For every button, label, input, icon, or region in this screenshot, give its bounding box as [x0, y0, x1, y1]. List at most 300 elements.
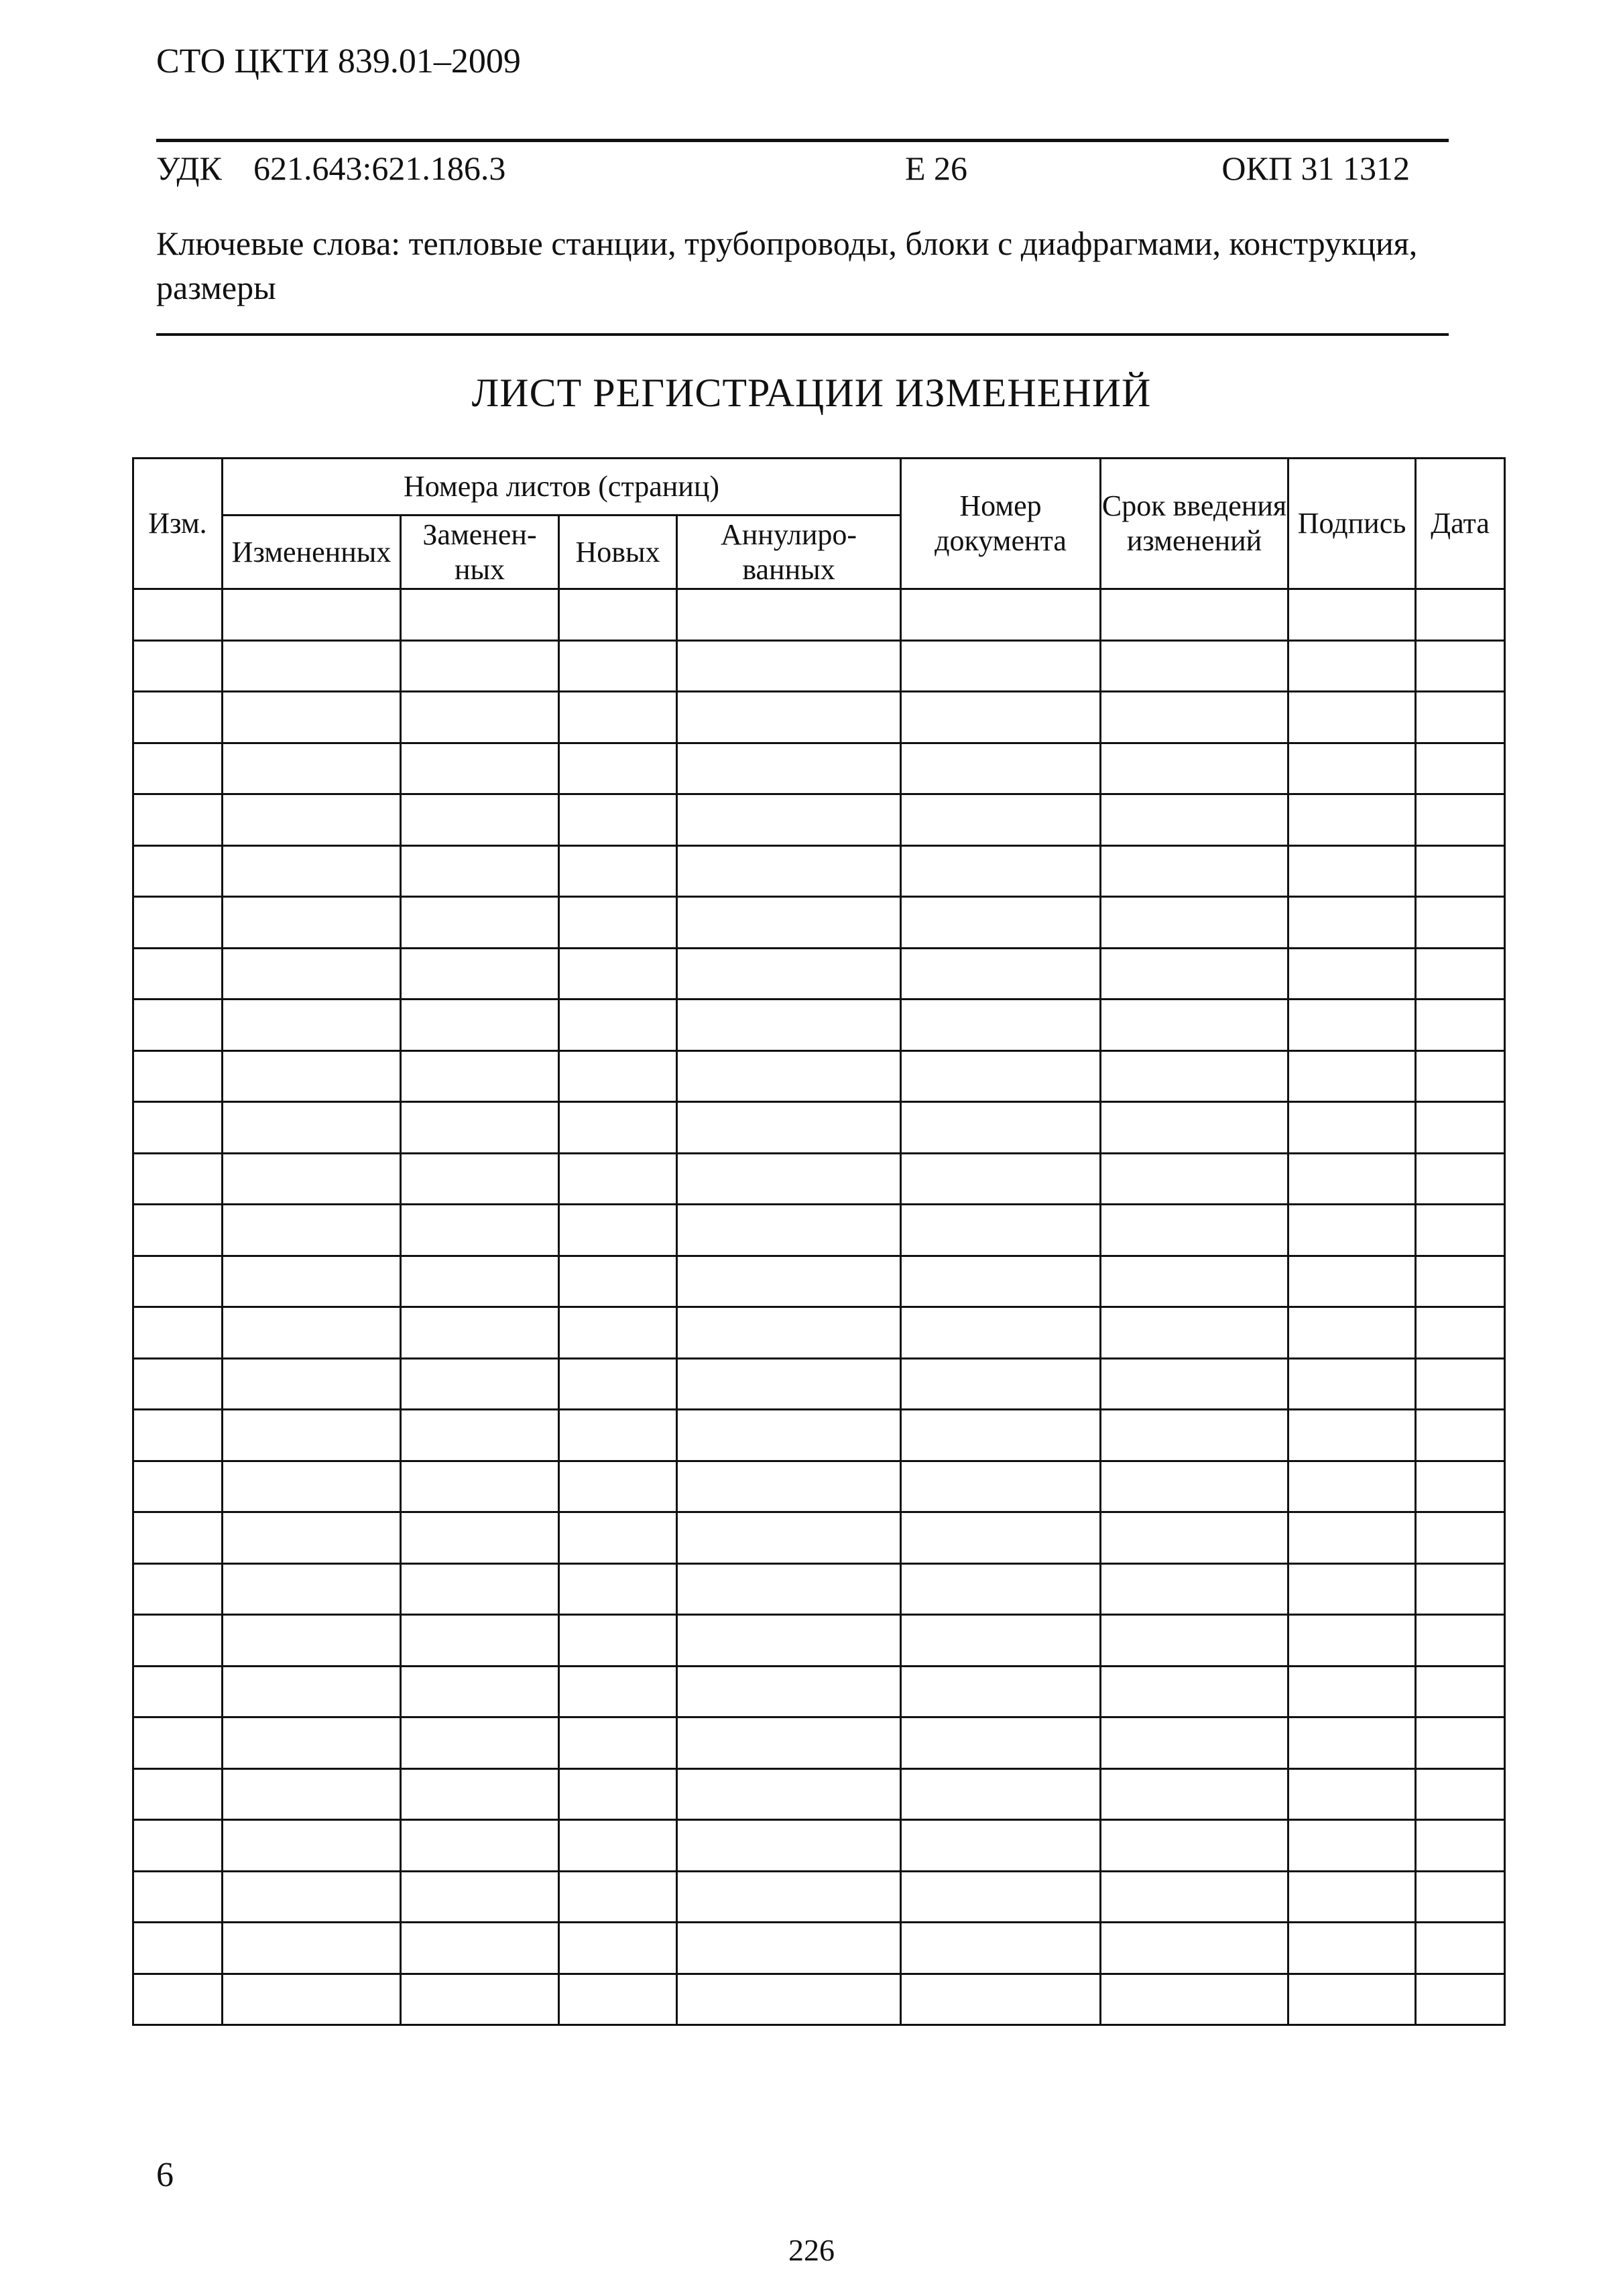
table-cell — [1288, 1410, 1416, 1461]
table-cell — [133, 1307, 223, 1359]
udk-code: 621.643:621.186.3 — [253, 149, 506, 187]
table-cell — [1288, 692, 1416, 743]
table-cell — [1288, 845, 1416, 897]
table-cell — [677, 1768, 901, 1820]
table-cell — [901, 1923, 1101, 1974]
table-cell — [133, 1358, 223, 1410]
table-cell — [1288, 794, 1416, 846]
table-row — [133, 1410, 1505, 1461]
col-header-replaced: Заменен-ных — [401, 516, 559, 589]
table-cell — [1416, 1666, 1505, 1717]
table-cell — [223, 1205, 401, 1256]
table-cell — [677, 692, 901, 743]
table-cell — [901, 794, 1101, 846]
header-rule-top — [156, 139, 1449, 142]
table-cell — [559, 1512, 677, 1564]
table-cell — [1288, 1050, 1416, 1102]
table-cell — [1101, 1000, 1288, 1051]
table-cell — [1101, 589, 1288, 641]
table-row — [133, 1000, 1505, 1051]
table-cell — [677, 1666, 901, 1717]
table-cell — [1101, 743, 1288, 794]
table-cell — [677, 948, 901, 1000]
table-cell — [223, 1768, 401, 1820]
table-cell — [401, 589, 559, 641]
table-cell — [401, 1512, 559, 1564]
table-cell — [133, 1153, 223, 1205]
table-cell — [223, 1666, 401, 1717]
table-cell — [223, 1102, 401, 1154]
table-row — [133, 1358, 1505, 1410]
table-row — [133, 1102, 1505, 1154]
table-cell — [1288, 1563, 1416, 1615]
table-cell — [901, 1358, 1101, 1410]
table-cell — [223, 1307, 401, 1359]
table-cell — [559, 1000, 677, 1051]
table-row — [133, 897, 1505, 949]
table-cell — [401, 948, 559, 1000]
table-cell — [677, 1000, 901, 1051]
table-cell — [1416, 1615, 1505, 1667]
table-row — [133, 640, 1505, 692]
table-cell — [559, 1358, 677, 1410]
table-cell — [677, 1358, 901, 1410]
table-cell — [401, 1820, 559, 1872]
table-cell — [559, 1717, 677, 1769]
table-cell — [677, 1410, 901, 1461]
table-cell — [559, 1410, 677, 1461]
table-cell — [133, 897, 223, 949]
table-cell — [223, 1820, 401, 1872]
table-cell — [133, 1923, 223, 1974]
table-cell — [1101, 1666, 1288, 1717]
table-cell — [133, 845, 223, 897]
table-cell — [677, 1205, 901, 1256]
table-cell — [1101, 1974, 1288, 2025]
table-cell — [1416, 1153, 1505, 1205]
col-header-signature: Подпись — [1288, 459, 1416, 589]
table-cell — [901, 1820, 1101, 1872]
table-cell — [1416, 1923, 1505, 1974]
table-cell — [223, 692, 401, 743]
table-cell — [1288, 589, 1416, 641]
classification-line — [156, 145, 1410, 192]
header-rule-bottom — [156, 333, 1449, 336]
table-cell — [901, 1000, 1101, 1051]
table-cell — [559, 845, 677, 897]
table-cell — [401, 1923, 559, 1974]
table-cell — [1101, 1615, 1288, 1667]
table-cell — [133, 1717, 223, 1769]
table-row — [133, 845, 1505, 897]
table-cell — [1101, 1205, 1288, 1256]
table-cell — [677, 743, 901, 794]
col-header-changed: Измененных — [223, 516, 401, 589]
table-cell — [1101, 1410, 1288, 1461]
folio-number: 226 — [788, 2233, 835, 2267]
table-cell — [401, 1615, 559, 1667]
table-cell — [223, 1717, 401, 1769]
table-row — [133, 1205, 1505, 1256]
table-cell — [401, 1410, 559, 1461]
table-cell — [133, 1768, 223, 1820]
table-cell — [1416, 948, 1505, 1000]
table-cell — [901, 1256, 1101, 1307]
table-row — [133, 1615, 1505, 1667]
table-cell — [677, 1153, 901, 1205]
table-cell — [133, 640, 223, 692]
table-cell — [401, 1974, 559, 2025]
table-cell — [1416, 1358, 1505, 1410]
col-header-annulled: Аннулиро-ванных — [677, 516, 901, 589]
table-cell — [559, 692, 677, 743]
table-cell — [559, 1205, 677, 1256]
table-row — [133, 1512, 1505, 1564]
table-cell — [223, 794, 401, 846]
table-cell — [1101, 1050, 1288, 1102]
table-cell — [677, 1974, 901, 2025]
table-cell — [401, 1563, 559, 1615]
table-cell — [677, 1256, 901, 1307]
table-cell — [223, 948, 401, 1000]
table-cell — [1101, 692, 1288, 743]
table-cell — [133, 1666, 223, 1717]
table-cell — [559, 1307, 677, 1359]
table-cell — [401, 692, 559, 743]
table-cell — [401, 897, 559, 949]
table-cell — [223, 640, 401, 692]
table-cell — [559, 1820, 677, 1872]
table-cell — [901, 640, 1101, 692]
table-cell — [1416, 1410, 1505, 1461]
table-cell — [401, 1307, 559, 1359]
table-cell — [133, 1512, 223, 1564]
table-cell — [1101, 640, 1288, 692]
table-cell — [677, 897, 901, 949]
table-cell — [901, 1666, 1101, 1717]
table-cell — [559, 1563, 677, 1615]
table-cell — [677, 1512, 901, 1564]
table-cell — [1101, 1102, 1288, 1154]
table-cell — [1288, 1358, 1416, 1410]
table-cell — [133, 1410, 223, 1461]
table-cell — [901, 1974, 1101, 2025]
table-cell — [1288, 743, 1416, 794]
table-row — [133, 1666, 1505, 1717]
table-row — [133, 948, 1505, 1000]
table-cell — [901, 1050, 1101, 1102]
table-cell — [1101, 1820, 1288, 1872]
table-cell — [559, 1102, 677, 1154]
table-cell — [401, 1717, 559, 1769]
table-cell — [1416, 1050, 1505, 1102]
table-cell — [559, 640, 677, 692]
col-header-sheet-numbers: Номера листов (страниц) — [223, 459, 901, 516]
table-cell — [1288, 1615, 1416, 1667]
table-cell — [1416, 1512, 1505, 1564]
table-cell — [401, 640, 559, 692]
table-cell — [677, 1563, 901, 1615]
table-cell — [1416, 1768, 1505, 1820]
table-cell — [1101, 1871, 1288, 1923]
table-cell — [1101, 1563, 1288, 1615]
table-cell — [1101, 1923, 1288, 1974]
udk-label: УДК — [156, 149, 222, 187]
table-row — [133, 743, 1505, 794]
table-cell — [1288, 1974, 1416, 2025]
table-cell — [401, 1153, 559, 1205]
table-cell — [1288, 948, 1416, 1000]
table-cell — [1416, 845, 1505, 897]
table-cell — [677, 794, 901, 846]
table-cell — [901, 692, 1101, 743]
table-row — [133, 1153, 1505, 1205]
table-cell — [1416, 1563, 1505, 1615]
table-row — [133, 1461, 1505, 1512]
table-cell — [133, 1102, 223, 1154]
table-cell — [1288, 1820, 1416, 1872]
table-cell — [133, 1974, 223, 2025]
page-number: 6 — [156, 2156, 174, 2194]
table-cell — [559, 1666, 677, 1717]
table-cell — [559, 1923, 677, 1974]
table-cell — [133, 948, 223, 1000]
table-cell — [677, 1461, 901, 1512]
okp-code: ОКП 31 1312 — [1221, 149, 1410, 187]
table-cell — [401, 1666, 559, 1717]
table-cell — [133, 1563, 223, 1615]
table-cell — [901, 1205, 1101, 1256]
table-cell — [1288, 1923, 1416, 1974]
table-cell — [401, 1050, 559, 1102]
table-cell — [901, 1307, 1101, 1359]
table-cell — [677, 640, 901, 692]
table-cell — [559, 1974, 677, 2025]
table-cell — [401, 794, 559, 846]
table-cell — [1416, 897, 1505, 949]
table-cell — [677, 845, 901, 897]
table-cell — [1416, 1461, 1505, 1512]
table-cell — [1416, 1307, 1505, 1359]
table-cell — [223, 1871, 401, 1923]
table-cell — [559, 897, 677, 949]
table-row — [133, 589, 1505, 641]
table-cell — [1416, 1102, 1505, 1154]
table-cell — [1101, 1307, 1288, 1359]
table-cell — [223, 1923, 401, 1974]
table-cell — [1288, 640, 1416, 692]
table-cell — [133, 692, 223, 743]
table-cell — [901, 1410, 1101, 1461]
table-cell — [401, 743, 559, 794]
table-cell — [223, 897, 401, 949]
table-cell — [1101, 897, 1288, 949]
table-cell — [1101, 1256, 1288, 1307]
table-cell — [1416, 794, 1505, 846]
page-title: ЛИСТ РЕГИСТРАЦИИ ИЗМЕНЕНИЙ — [471, 371, 1152, 415]
table-cell — [223, 589, 401, 641]
table-cell — [223, 1563, 401, 1615]
table-cell — [133, 1820, 223, 1872]
table-cell — [677, 1050, 901, 1102]
table-cell — [1101, 1768, 1288, 1820]
table-cell — [559, 1768, 677, 1820]
table-row — [133, 1820, 1505, 1872]
table-row — [133, 1563, 1505, 1615]
table-body — [133, 589, 1505, 2025]
table-cell — [1101, 948, 1288, 1000]
table-cell — [1101, 1461, 1288, 1512]
table-cell — [1416, 692, 1505, 743]
table-cell — [1288, 1153, 1416, 1205]
table-cell — [559, 743, 677, 794]
table-cell — [223, 743, 401, 794]
table-cell — [901, 948, 1101, 1000]
table-row — [133, 1717, 1505, 1769]
table-cell — [223, 1410, 401, 1461]
table-cell — [1101, 1717, 1288, 1769]
table-cell — [1416, 589, 1505, 641]
table-cell — [1288, 1871, 1416, 1923]
col-header-new: Новых — [559, 516, 677, 589]
table-cell — [223, 845, 401, 897]
table-cell — [559, 1256, 677, 1307]
table-cell — [1101, 1153, 1288, 1205]
table-cell — [401, 1461, 559, 1512]
table-cell — [677, 589, 901, 641]
table-cell — [901, 589, 1101, 641]
table-cell — [133, 1615, 223, 1667]
table-cell — [901, 1871, 1101, 1923]
table-cell — [223, 1050, 401, 1102]
col-header-date: Дата — [1416, 459, 1505, 589]
table-cell — [223, 1256, 401, 1307]
table-cell — [559, 1871, 677, 1923]
table-cell — [223, 1512, 401, 1564]
table-cell — [133, 1461, 223, 1512]
table-cell — [901, 1563, 1101, 1615]
table-cell — [133, 1871, 223, 1923]
table-cell — [401, 1000, 559, 1051]
standard-code: СТО ЦКТИ 839.01–2009 — [156, 42, 521, 80]
table-cell — [677, 1871, 901, 1923]
table-cell — [1288, 1717, 1416, 1769]
table-cell — [1288, 1461, 1416, 1512]
table-cell — [1288, 1256, 1416, 1307]
table-cell — [901, 1615, 1101, 1667]
table-cell — [1288, 1307, 1416, 1359]
table-cell — [559, 1050, 677, 1102]
table-cell — [901, 1461, 1101, 1512]
table-cell — [901, 743, 1101, 794]
table-cell — [133, 1205, 223, 1256]
table-cell — [901, 1717, 1101, 1769]
keywords: Ключевые слова: тепловые станции, трубопроводы, блоки с диафрагмами, конструкция, размеры — [156, 225, 1418, 306]
e-code: Е 26 — [905, 149, 968, 187]
table-row — [133, 1923, 1505, 1974]
table-cell — [677, 1820, 901, 1872]
table-cell — [1101, 1358, 1288, 1410]
table-row — [133, 1871, 1505, 1923]
table-cell — [1416, 1717, 1505, 1769]
table-cell — [1288, 897, 1416, 949]
table-cell — [901, 1768, 1101, 1820]
table-cell — [133, 794, 223, 846]
table-cell — [1101, 1512, 1288, 1564]
col-header-doc-number: Номер документа — [901, 459, 1101, 589]
table-cell — [133, 743, 223, 794]
table-cell — [1288, 1205, 1416, 1256]
table-cell — [559, 589, 677, 641]
table-cell — [1416, 1820, 1505, 1872]
table-cell — [223, 1615, 401, 1667]
table-cell — [901, 1102, 1101, 1154]
table-cell — [559, 1615, 677, 1667]
table-cell — [559, 1153, 677, 1205]
table-cell — [401, 1871, 559, 1923]
table-cell — [1416, 1205, 1505, 1256]
table-cell — [1101, 794, 1288, 846]
change-registration-table — [132, 457, 1506, 2026]
table-row — [133, 1974, 1505, 2025]
table-cell — [1101, 845, 1288, 897]
table-row — [133, 692, 1505, 743]
table-cell — [559, 794, 677, 846]
table-cell — [401, 1102, 559, 1154]
table-cell — [223, 1461, 401, 1512]
col-header-izm: Изм. — [133, 459, 223, 589]
table-cell — [223, 1000, 401, 1051]
table-cell — [901, 1512, 1101, 1564]
table-cell — [133, 589, 223, 641]
table-cell — [1416, 1871, 1505, 1923]
table-cell — [1416, 1974, 1505, 2025]
table-cell — [1288, 1000, 1416, 1051]
table-cell — [401, 1358, 559, 1410]
table-cell — [223, 1358, 401, 1410]
table-row — [133, 794, 1505, 846]
table-cell — [223, 1153, 401, 1205]
table-cell — [223, 1974, 401, 2025]
table-cell — [677, 1307, 901, 1359]
table-cell — [1288, 1768, 1416, 1820]
table-cell — [901, 845, 1101, 897]
table-cell — [401, 845, 559, 897]
table-row — [133, 1307, 1505, 1359]
table-cell — [401, 1256, 559, 1307]
table-cell — [901, 1153, 1101, 1205]
table-row — [133, 1256, 1505, 1307]
table-cell — [901, 897, 1101, 949]
table-cell — [677, 1923, 901, 1974]
table-cell — [677, 1615, 901, 1667]
table-cell — [133, 1256, 223, 1307]
table-row — [133, 1768, 1505, 1820]
table-cell — [677, 1102, 901, 1154]
table-cell — [133, 1050, 223, 1102]
table-cell — [559, 948, 677, 1000]
table-cell — [559, 1461, 677, 1512]
table-cell — [401, 1205, 559, 1256]
table-cell — [1288, 1512, 1416, 1564]
table-cell — [1416, 743, 1505, 794]
col-header-effective-date: Срок введения изменений — [1101, 459, 1288, 589]
table-cell — [1416, 640, 1505, 692]
table-cell — [1288, 1666, 1416, 1717]
table-cell — [401, 1768, 559, 1820]
table-cell — [133, 1000, 223, 1051]
table-cell — [1416, 1256, 1505, 1307]
